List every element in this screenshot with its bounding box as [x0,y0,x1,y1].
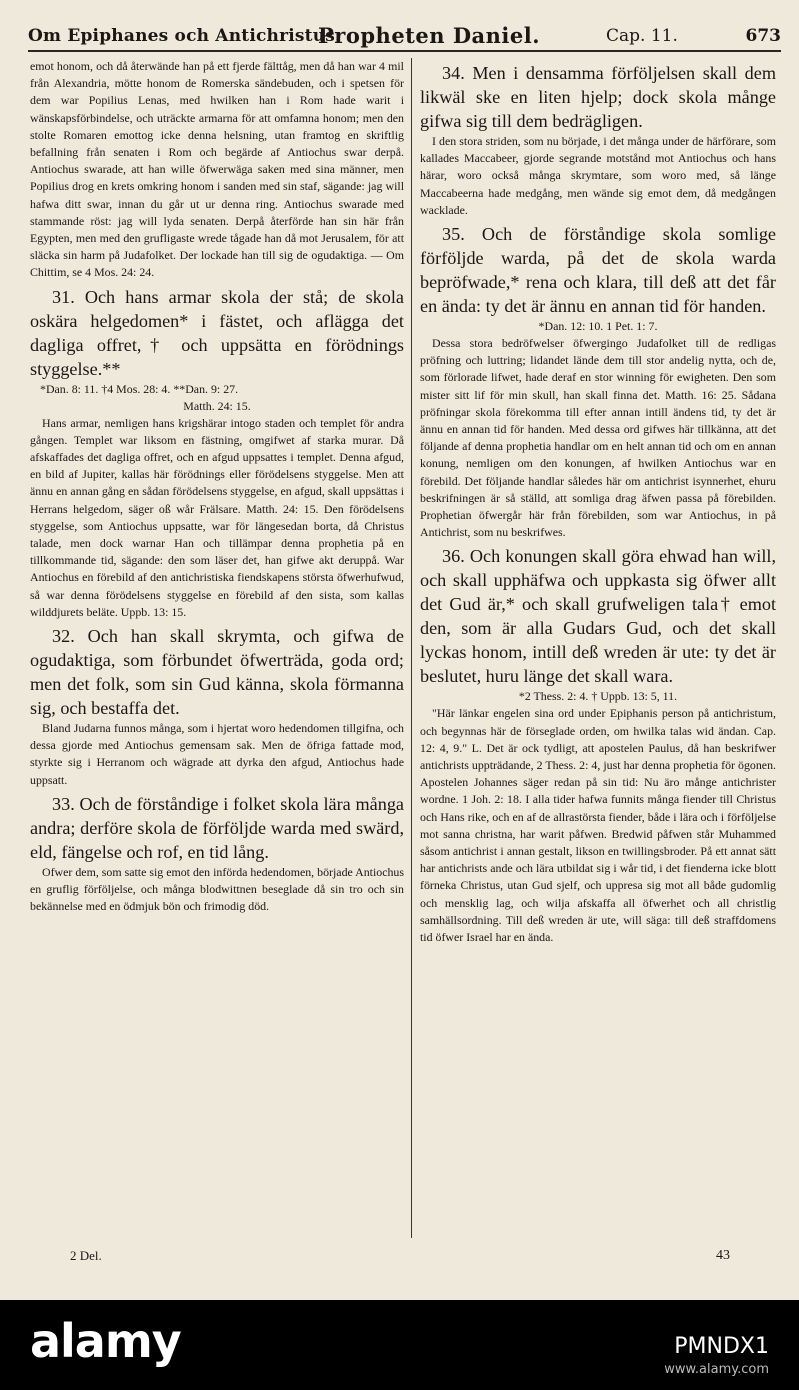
header-book-title: Propheten Daniel. [318,23,541,48]
cross-reference-36: *2 Thess. 2: 4. † Uppb. 13: 5, 11. [518,689,678,704]
right-column [420,58,776,1273]
commentary-36: "Här länkar engelen sina ord under Epiphanis person på antichristum, och begynnas här de förseglade orden, om hwilka talas wid ändan. Cap. 12: 4, 9." L. Det är ock tydligt, att apostelen Paulus, då han beskrifwer antichrists uppträdande, 2 Thess. 2: 4, just har denna prophetia för ögonen. Apostelen Johannes säger redan på sin tid: Nu äro månge antichrister wordne. 1 Joh. 2: 18. I alla tider hafwa funnits många fiender till Christus och Hans rike, och en af de allrastörsta fiender, både i lära och i förföljelse mot sanna christna, har warit påfwen. Bredwid påfwen står Muhammed såsom antichrist i annan gestalt, likson en twillingsbroder. På ett annat sätt har antichrists ande och lära utbildat sig i wår tid, i det fienderna icke blott förneka Christus, utan Gud sjelf, och uppresa sig mot all både gudomlig och mensklig lag, och wilja afskaffa all öfwerhet och all christlig samhällsordning. Till deß wreden är ute, will säga: till deß straffdomens tid öfwer Israel har en ända. [420,706,776,945]
header-subject: Om Epiphanes och Antichristus. [28,26,342,46]
running-header [28,22,781,52]
commentary-32: Bland Judarna funnos många, som i hjertat woro hedendomen tillgifna, och dessa gjorde med Antiochus gemensam sak. Men de öfriga fattade mod, styrkte sig i Herranom och wägrade att dyrka den afgud, Antiochus hade uppsatt. [30,721,404,787]
left-column [30,58,404,1273]
verse-34: 34. Men i densamma förföljelsen skall dem likwäl ske en liten hjelp; dock skola månge gifwa sig till dem bedrägligen. [420,63,776,131]
watermark-site: www.alamy.com [664,1362,769,1377]
commentary-intro: emot honom, och då återwände han på ett fjerde fälttåg, men då han war 4 mil från Alexandria, mötte honom de Romerska sändebuden, och i spetsen för dem war Popilius Lenas, med hwilken han i Rom hade warit i wänskapsförbindelse, och uträckte armarna för att omfamna honom; men den stolte Romaren emottog icke denna helsning, utan framtog en skriftlig befallning från senaten i Rom och begärde af Antiochus swar derpå. Antiochus swarade, att han wille öfwerwäga saken med sina männer, men Popilius drog en krets omkring honom i sanden med sin staf, sägande: jag will hafwa ditt swar, innan du går ut ur denna ring. Antiochus swarade med stammande röst: jag will lyda senaten. Derpå återförde han sin här från Egypten, men med den grufligaste wrede tågade han då mot Jerusalem, för att släcka sin harm på Judafolket. Der lockade han till sig de ogudaktiga. — Om Chittim, se 4 Mos. 24: 24. [30,59,404,280]
verse-32: 32. Och han skall skrymta, och gifwa de ogudaktiga, som förbundet öfwerträda, goda ord; men det folk, som sin Gud känna, skola förmanna sig, och bestaffa det. [30,626,404,719]
commentary-35: Dessa stora bedröfwelser öfwergingo Judafolket till de redligas pröfning och luttring; lidandet lände dem till stor andelig nytta, och de, som förlorade lifwet, hade deraf en stor winning för ewigheten. Den som mister sitt lif för min skull, han skall finna det. Matth. 16: 25. Sådana pröfningar skola förekomma till efter annan intill ändens tid, ty det är ännu en annan tid för handen. Med dessa ord gifwes här tillkänna, att det följande af denna prophetia handlar om en helt annan tid och om en annan konung, nemligen om den konungen, af hwilken Antiochus war en förebild. Det följande handlar således här om antichrist isynnerhet, ehuru beskrifningen är så ställd, att somliga drag äfwen passa på förebilden. Prophetian öfwergår här från förebilden, som war Antiochus, in på Antichrist, som nu beskrifwes. [420,336,776,540]
verse-35: 35. Och de förståndige skola somlige förföljde warda, på det de skola warda bepröfwade,* rena och klara, till deß att det får en ända: ty det är ännu en annan tid för handen. [420,224,776,317]
commentary-34: I den stora striden, som nu började, i det många under de härförare, som kallades Maccabeer, gjorde segrande motstånd mot Antiochus och hans härar, woro också många skrymtare, som woro med, så länge Maccabeerna hade medgång, men wände sig emot dem, då medgången wacklade. [420,134,776,217]
verse-31: 31. Och hans armar skola der stå; de skola oskära helgedomen* i fästet, och aflägga det dagliga offret,† och uppsätta en förödnings styggelse.** [30,286,404,379]
sheet-number: 43 [716,1248,730,1263]
signature-mark: 2 Del. [70,1248,102,1263]
verse-36: 36. Och konungen skall göra ehwad han will, och skall upphäfwa och uppkasta sig öfwer allt det Gud är,* och skall grufweligen tala† emot den, som är alla Gudars Gud, och det skall lyckas honom, intill deß wreden är ute: ty det är beslutet, huru länge det skall wara. [420,546,776,687]
page-number: 673 [745,26,781,46]
alamy-logo: alamy [30,1314,181,1368]
image-id: PMNDX1 [674,1334,769,1359]
verse-33: 33. Och de förståndige i folket skola lära många andra; derföre skola de förföljde warda med swärd, eld, fängelse och rof, en tid lång. [30,793,404,862]
commentary-31: Hans armar, nemligen hans krigshärar intogo staden och templet för andra gången. Templet war liksom en fästning, omgifwet af starka murar. Då afskaffades det dagliga offret, och en afgud uppsattes i templet. Denna afgud, en bild af Jupiter, kallas här förödnings eller förödelsens styggelse. Men att ännu en annan gång en sådan förödelsens styggelse, en afgud, skall uppsättas i Herrans helgedom, säger oß wår Frälsare. Matth. 24: 15. Den förödelsens styggelse, som Antiochus uppsatte, war för längesedan borta, då Christus talade, men dock warnar Han och tillämpar denna prophetia på en tillkommande tid, sägande: den som läser det, han gifwe akt deruppå. War Antiochus en förebild af den antichristiska fiendskapens största öfwerhufwud, så war denna förödelsens styggelse en förebild af den sista, som kallas wilddjurets beläte. Uppb. 13: 15. [30,415,404,619]
cross-reference-35: *Dan. 12: 10. 1 Pet. 1: 7. [538,319,658,334]
column-divider [411,58,412,1238]
cross-reference-31b: Matth. 24: 15. [183,398,251,413]
header-chapter: Cap. 11. [606,26,678,46]
cross-reference-31a: *Dan. 8: 11. †4 Mos. 28: 4. **Dan. 9: 27. [40,381,239,396]
commentary-33: Ofwer dem, som satte sig emot den införda hedendomen, började Antiochus en gruflig förföljelse, och många blodwittnen beseglade då sin tro och sin bekännelse med en ödmjuk bön och frimodig död. [30,864,404,914]
